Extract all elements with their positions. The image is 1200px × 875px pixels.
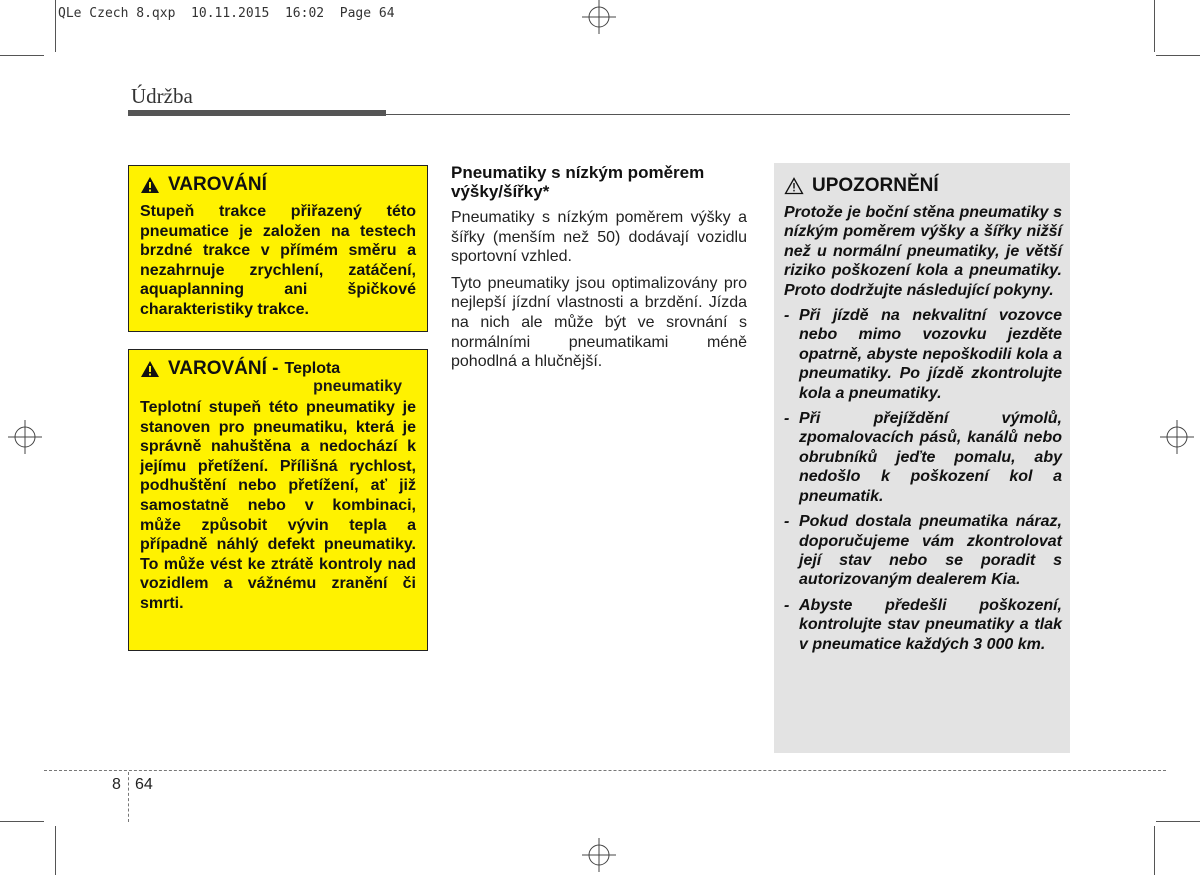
warning-subtitle-cont: pneumatiky	[313, 378, 402, 395]
print-slug: QLe Czech 8.qxp 10.11.2015 16:02 Page 64	[58, 6, 395, 21]
warning-triangle-icon	[140, 176, 160, 194]
warning-body: Stupeň trakce přiřazený této pneumatice je založen na testech brzdné trakce v přímém směru a nezahrnuje zrychlení, zatáčení, aquaplanning ani špičkové charakteristiky trakce.	[140, 203, 416, 318]
list-item: - Abyste předešli poškození, kontrolujte stav pneumatiky a tlak v pneumatice každých 3 000 km.	[784, 596, 1062, 653]
warning-triangle-icon	[140, 360, 160, 378]
caution-header	[784, 175, 1062, 197]
registration-mark-bottom	[582, 838, 616, 872]
registration-mark-left	[8, 420, 42, 454]
caution-intro: Protože je boční stěna pneumatiky s nízkým poměrem výšky a šířky nižší než u normální pneumatiky, je větší riziko poškození kola a pneumatiky. Proto dodržujte následující pokyny.	[784, 204, 1062, 299]
warning-subtitle: Teplota	[284, 360, 341, 377]
list-item: - Při jízdě na nekvalitní vozovce nebo mimo vozovku jezděte opatrně, abyste nepoškodili kola a pneumatiky. Po jízdě zkontrolujte kola a pneumatiky.	[784, 307, 1062, 402]
tire-info-column	[451, 163, 747, 372]
caution-box	[774, 163, 1070, 753]
warning-box-temperature	[128, 349, 428, 651]
warning-box-traction	[128, 165, 428, 332]
caution-triangle-icon	[784, 177, 804, 195]
section-title: Údržba	[131, 84, 193, 108]
warning-body: Teplotní stupeň této pneumatiky je stanoven pro pneumatiku, která je správně nahuštěna a nedochází k jejímu přetížení. Přílišná rychlost, podhuštění nebo přetížení, ať již samostatně nebo v kombinaci, může způsobit vývin tepla a případně náhlý defekt pneumatiky. To může vést ke ztrátě kontroly nad vozidlem a vážnému zranění či smrti.	[140, 399, 416, 612]
list-item: - Pokud dostala pneumatika náraz, doporučujeme vám zkontrolovat její stav nebo se poradit s autorizovaným dealerem Kia.	[784, 513, 1062, 589]
registration-mark-top	[582, 0, 616, 34]
registration-mark-right	[1160, 420, 1194, 454]
header-rule-thin	[386, 114, 1070, 115]
footer-divider	[128, 772, 129, 822]
footer-rule	[44, 770, 1166, 771]
section-heading: Pneumatiky s nízkým poměrem výšky/šířky*	[451, 163, 705, 201]
warning-header	[140, 358, 416, 380]
page-number: 64	[135, 776, 153, 793]
warning-header	[140, 174, 416, 196]
paragraph: Pneumatiky s nízkým poměrem výšky a šířky (menším než 50) dodávají vozidlu sportovní vzhled.	[451, 209, 747, 266]
warning-title: VAROVÁNÍ	[168, 174, 267, 195]
caution-list	[784, 306, 1062, 654]
caution-title: UPOZORNĚNÍ	[812, 175, 939, 196]
section-number: 8	[112, 776, 121, 793]
header-rule-thick	[128, 110, 386, 116]
list-item: - Při přejíždění výmolů, zpomalovacích pásů, kanálů nebo obrubníků jeďte pomalu, aby nedošlo k poškození kol a pneumatik.	[784, 410, 1062, 505]
warning-title: VAROVÁNÍ -	[168, 358, 279, 379]
paragraph: Tyto pneumatiky jsou optimalizovány pro nejlepší jízdní vlastnosti a brzdění. Jízda na nich ale může být ve srovnání s normálními pneumatikami méně pohodlná a hlučnější.	[451, 274, 747, 371]
